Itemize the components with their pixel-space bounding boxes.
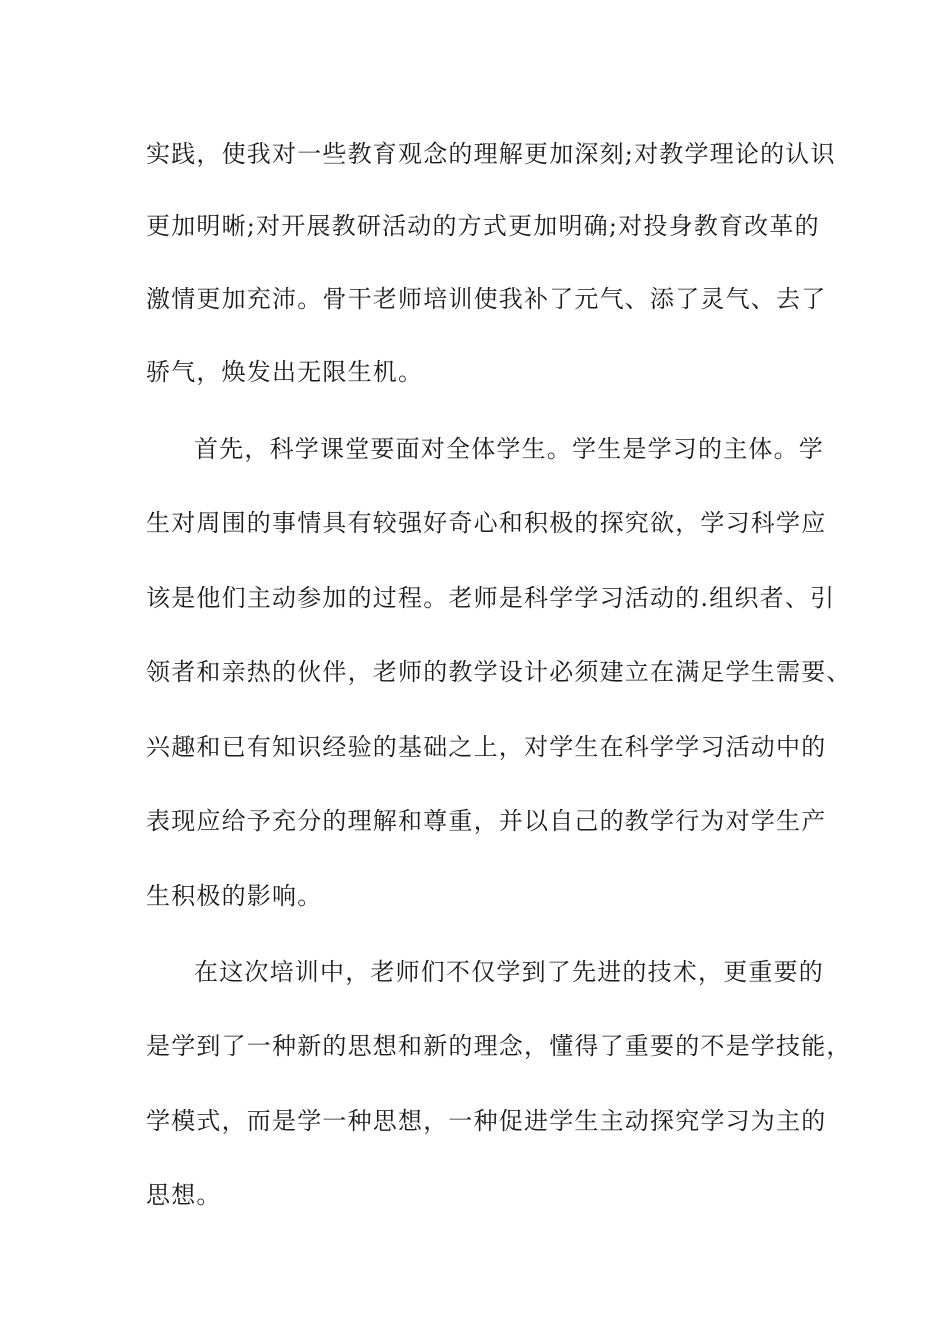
text-line-6: 生对周围的事情具有较强好奇心和积极的探究欲，学习科学应 [146,509,827,537]
text-line-7: 该是他们主动参加的过程。老师是科学学习活动的.组织者、引 [146,584,836,612]
text-line-1: 实践，使我对一些教育观念的理解更加深刻;对教学理论的认识 [146,140,836,168]
text-line-9: 兴趣和已有知识经验的基础之上，对学生在科学学习活动中的 [146,733,827,761]
text-line-4: 骄气，焕发出无限生机。 [146,358,424,386]
text-line-3: 激情更加充沛。骨干老师培训使我补了元气、添了灵气、去了 [146,285,827,313]
text-line-13: 是学到了一种新的思想和新的理念，懂得了重要的不是学技能， [146,1032,852,1060]
text-line-8: 领者和亲热的伙伴，老师的教学设计必须建立在满足学生需要、 [146,658,852,686]
text-line-12: 在这次培训中，老师们不仅学到了先进的技术，更重要的 [194,958,824,986]
text-line-14: 学模式，而是学一种思想，一种促进学生主动探究学习为主的 [146,1107,827,1135]
text-line-5: 首先，科学课堂要面对全体学生。学生是学习的主体。学 [194,435,824,463]
text-line-11: 生积极的影响。 [146,882,323,910]
text-line-2: 更加明晰;对开展教研活动的方式更加明确;对投身教育改革的 [146,212,820,240]
text-line-15: 思想。 [146,1181,222,1209]
text-line-10: 表现应给予充分的理解和尊重，并以自己的教学行为对学生产 [146,807,827,835]
